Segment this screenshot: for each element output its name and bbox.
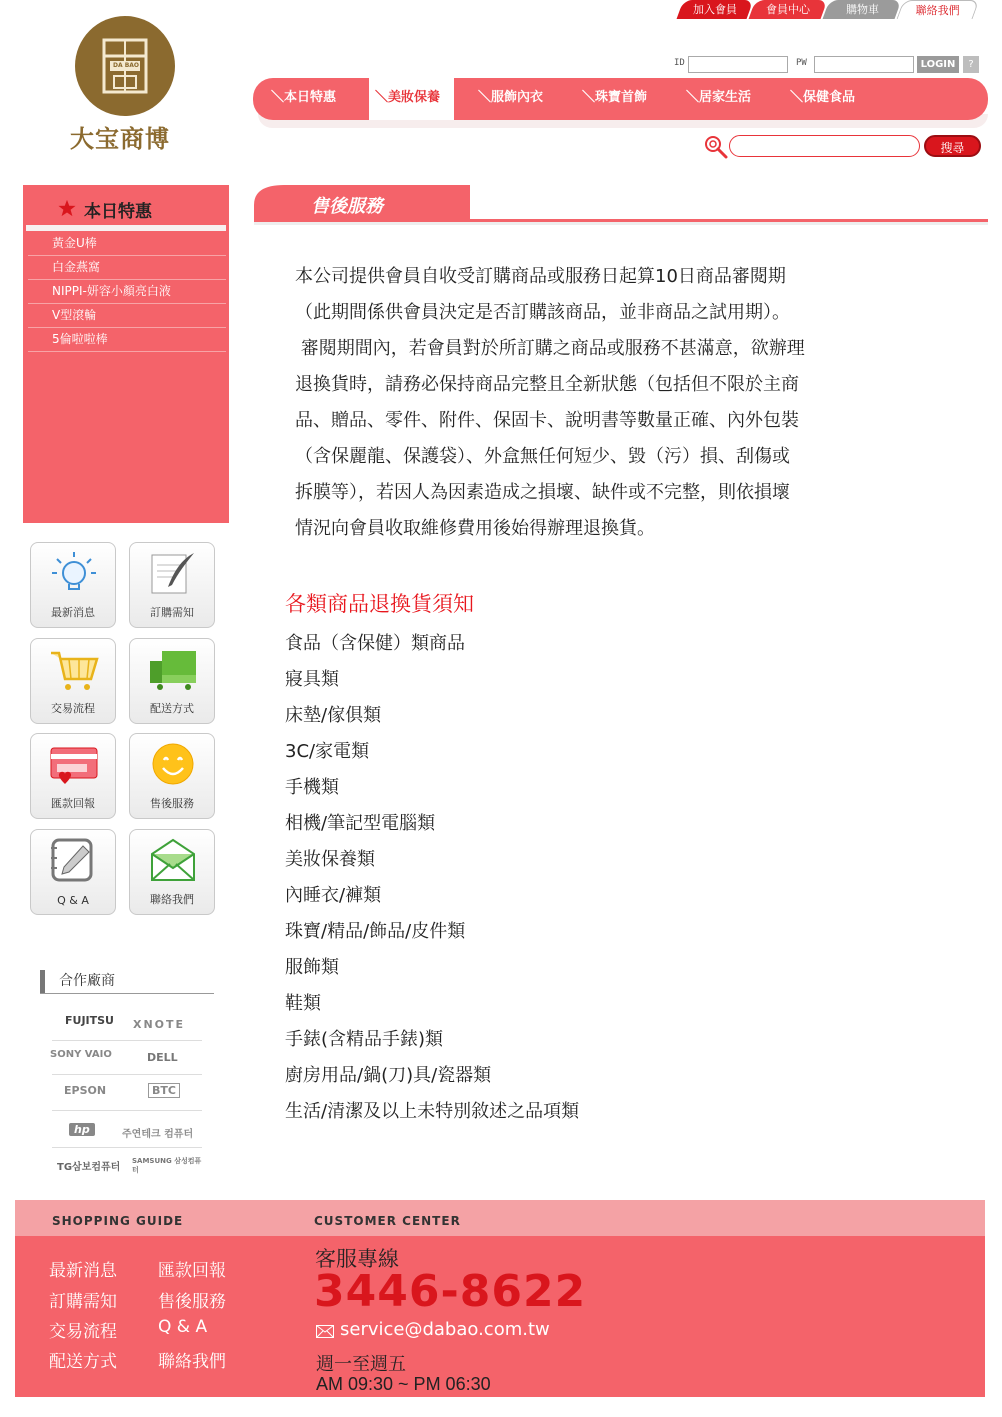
partner-logo-samsung[interactable]: SAMSUNG 삼성컴퓨터 <box>132 1157 202 1174</box>
category-item[interactable]: 相機/筆記型電腦類 <box>285 813 436 834</box>
email-icon <box>316 1325 334 1338</box>
after-sales-label: 售後服務 <box>150 797 194 810</box>
category-item[interactable]: 廚房用品/鍋(刀)具/瓷器類 <box>285 1065 492 1086</box>
sidebar-item-gold-u-bar[interactable]: 黃金U棒 <box>28 232 226 256</box>
paragraph-line: （此期間係供會員決定是否訂購該商品，並非商品之試用期）。 <box>295 302 790 323</box>
nav-item-health-food[interactable]: ＼保健食品 <box>790 90 856 105</box>
member-center-label: 會員中心 <box>766 3 810 16</box>
notepad-quill-icon <box>148 549 198 599</box>
paragraph-line: （含保麗龍、保護袋）、外盒無任何短少、毀（污）損、刮傷或 <box>295 446 790 467</box>
partner-logo-xnote[interactable]: XNOTE <box>133 1018 186 1031</box>
customer-center-title: CUSTOMER CENTER <box>314 1214 461 1228</box>
qa-button[interactable] <box>30 829 116 915</box>
service-hours: AM 09:30 ~ PM 06:30 <box>316 1374 491 1394</box>
nav-item-beauty[interactable]: ＼美妝保養 <box>369 78 454 120</box>
nav-item-daily-deals[interactable]: ＼本日特惠 <box>271 90 337 105</box>
category-item[interactable]: 食品（含保健）類商品 <box>285 633 465 654</box>
nav-label: 保健食品 <box>803 90 856 105</box>
nav-label: 居家生活 <box>699 90 752 105</box>
credit-card-icon <box>49 740 101 790</box>
search-icon <box>703 134 729 160</box>
footer-link-transaction-flow[interactable]: 交易流程 <box>49 1322 117 1342</box>
paragraph-line: 退換貨時，請務必保持商品完整且全新狀態（包括但不限於主商 <box>295 374 799 395</box>
logo-seal-text: DA BAO <box>112 62 140 69</box>
member-center-tab[interactable] <box>749 0 828 19</box>
footer-link-after-sales[interactable]: 售後服務 <box>158 1292 226 1312</box>
delivery-button[interactable] <box>129 638 215 724</box>
after-sales-button[interactable] <box>129 733 215 819</box>
partners-title: 合作廠商 <box>59 973 115 989</box>
lightbulb-icon <box>49 549 99 599</box>
partner-logo-dell[interactable]: DELL <box>147 1051 178 1064</box>
nav-label: 珠寶首飾 <box>595 90 648 105</box>
id-input[interactable] <box>688 56 788 73</box>
return-policy-paragraph <box>295 259 885 547</box>
sidebar-item-nippi[interactable]: NIPPI-妍容小顏亮白液 <box>28 280 226 304</box>
category-item[interactable]: 手機類 <box>285 777 339 798</box>
partner-logo-hp[interactable]: hp <box>69 1123 95 1136</box>
search-input[interactable] <box>729 135 920 157</box>
transaction-flow-button[interactable] <box>30 638 116 724</box>
support-email[interactable]: service@dabao.com.tw <box>340 1319 550 1340</box>
partner-row-divider <box>52 1040 202 1041</box>
delivery-truck-icon <box>148 645 200 695</box>
category-item[interactable]: 美妝保養類 <box>285 849 375 870</box>
nav-label: 服飾內衣 <box>491 90 544 105</box>
category-item[interactable]: 3C/家電類 <box>285 741 370 762</box>
news-label: 最新消息 <box>51 606 95 619</box>
partner-logo-tg-sambo[interactable]: TG삼보컴퓨터 <box>57 1162 121 1173</box>
contact-us-label: 聯絡我們 <box>150 893 194 906</box>
partner-logo-jooyon[interactable]: 주연테크 컴퓨터 <box>122 1129 194 1140</box>
id-label: ID <box>674 58 685 68</box>
star-icon <box>58 199 76 217</box>
category-item[interactable]: 服飾類 <box>285 957 339 978</box>
paragraph-line: 本公司提供會員自收受訂購商品或服務日起算10日商品審閱期 <box>295 266 786 287</box>
password-input[interactable] <box>814 56 914 73</box>
service-days: 週一至週五 <box>316 1354 406 1375</box>
partner-row-divider <box>52 1074 202 1075</box>
order-info-label: 訂購需知 <box>150 606 194 619</box>
paragraph-line: 拆膜等），若因人為因素造成之損壞、缺件或不完整，則依損壞 <box>295 482 790 503</box>
section-title: 各類商品退換貨須知 <box>285 592 474 616</box>
delivery-label: 配送方式 <box>150 702 194 715</box>
nav-item-apparel[interactable]: ＼服飾內衣 <box>478 90 544 105</box>
login-button[interactable]: LOGIN <box>917 56 959 73</box>
partner-row-divider <box>52 1110 202 1111</box>
paragraph-line: 情況向會員收取維修費用後始得辦理退換貨。 <box>295 518 655 539</box>
hotline-number: 3446-8622 <box>314 1266 587 1317</box>
join-member-tab[interactable] <box>677 0 754 19</box>
footer-link-order-info[interactable]: 訂購需知 <box>49 1292 117 1312</box>
partner-logo-epson[interactable]: EPSON <box>64 1084 107 1097</box>
order-info-button[interactable] <box>129 542 215 628</box>
partners-divider <box>40 993 214 994</box>
category-item[interactable]: 生活/清潔及以上未特別敘述之品項類 <box>285 1101 580 1122</box>
nav-label: 美妝保養 <box>388 90 441 105</box>
category-item[interactable]: 鞋類 <box>285 993 321 1014</box>
category-item[interactable]: 寢具類 <box>285 669 339 690</box>
help-button[interactable]: ? <box>963 56 979 73</box>
hotline-label: 客服專線 <box>315 1247 399 1271</box>
nav-item-home[interactable]: ＼居家生活 <box>686 90 752 105</box>
qa-label: Q & A <box>57 894 89 907</box>
contact-us-button[interactable] <box>129 829 215 915</box>
paragraph-line: 審閱期間內，若會員對於所訂購之商品或服務不甚滿意，欲辦理 <box>295 338 805 359</box>
footer-link-payment-report[interactable]: 匯款回報 <box>158 1261 226 1281</box>
partner-row-divider <box>52 1147 202 1148</box>
footer-link-delivery[interactable]: 配送方式 <box>49 1352 117 1372</box>
partner-logo-btc[interactable]: BTC <box>148 1083 180 1098</box>
page-title: 售後服務 <box>311 196 383 217</box>
category-item[interactable]: 內睡衣/褲類 <box>285 885 382 906</box>
sidebar-title: 本日特惠 <box>84 202 152 222</box>
cart-label: 購物車 <box>845 3 879 16</box>
shopping-cart-icon <box>49 645 101 695</box>
category-item[interactable]: 手錶(含精品手錶)類 <box>285 1029 444 1050</box>
footer-link-news[interactable]: 最新消息 <box>49 1261 117 1281</box>
payment-report-button[interactable] <box>30 733 116 819</box>
join-member-label: 加入會員 <box>693 3 737 16</box>
search-button[interactable]: 搜尋 <box>924 135 981 157</box>
news-button[interactable] <box>30 542 116 628</box>
pw-label: PW <box>796 58 807 68</box>
sidebar-item-5lun[interactable]: 5倫啦啦棒 <box>28 328 226 352</box>
paragraph-line: 品、贈品、零件、附件、保固卡、說明書等數量正確、內外包裝 <box>295 410 799 431</box>
partners-title-bar <box>40 970 45 993</box>
sidebar-item-v-roller[interactable]: V型滾輪 <box>28 304 226 328</box>
cart-tab[interactable] <box>823 0 902 19</box>
partner-logo-fujitsu[interactable]: FUJITSU <box>65 1014 114 1027</box>
contact-tab[interactable] <box>897 0 980 19</box>
footer-link-contact[interactable]: 聯絡我們 <box>158 1352 226 1372</box>
notebook-pencil-icon <box>49 836 99 886</box>
sidebar-divider <box>26 225 226 231</box>
footer-link-qa[interactable]: Q & A <box>158 1317 208 1337</box>
category-item[interactable]: 床墊/傢俱類 <box>285 705 382 726</box>
transaction-flow-label: 交易流程 <box>51 702 95 715</box>
shopping-guide-title: SHOPPING GUIDE <box>52 1214 184 1228</box>
contact-label: 聯絡我們 <box>915 4 960 17</box>
logo-name: 大宝商博 <box>70 124 170 153</box>
nav-item-jewelry[interactable]: ＼珠寶首飾 <box>582 90 648 105</box>
nav-label: 本日特惠 <box>284 90 337 105</box>
partner-logo-vaio[interactable]: SONY VAIO <box>50 1049 112 1060</box>
envelope-icon <box>148 836 198 886</box>
smiley-icon <box>148 740 198 790</box>
category-item[interactable]: 珠寶/精品/飾品/皮件類 <box>285 921 466 942</box>
sidebar-item-platinum-birdnest[interactable]: 白金燕窩 <box>28 256 226 280</box>
payment-report-label: 匯款回報 <box>51 797 95 810</box>
site-logo[interactable] <box>66 14 186 159</box>
